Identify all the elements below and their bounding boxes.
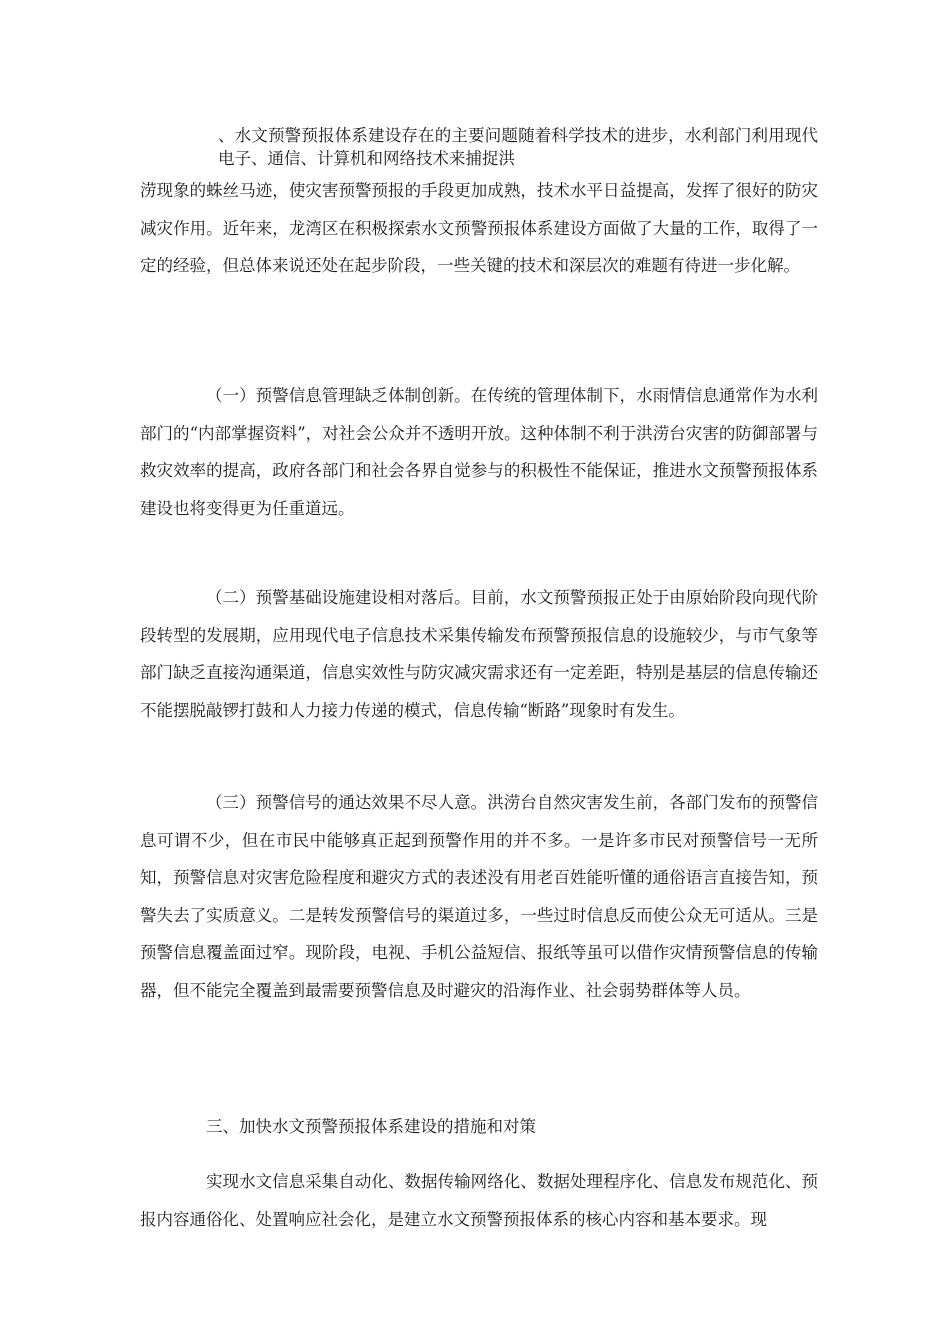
intro-line: 、水文预警预报体系建设存在的主要问题随着科学技术的进步，水利部门利用现代电子、通信、计算机和网络技术来捕捉洪	[218, 126, 818, 168]
paragraph-1: （一）预警信息管理缺乏体制创新。在传统的管理体制下，水雨情信息通常作为水利部门的“内部掌握资料”，对社会公众并不透明开放。这种体制不利于洪涝台灾害的防御部署与救灾效率的提高，政府各部门和社会各界自觉参与的积极性不能保证，推进水文预警预报体系建设也将变得更为任重道远。	[140, 386, 818, 518]
paragraph-2: （二）预警基础设施建设相对落后。目前，水文预警预报正处于由原始阶段向现代阶段转型的发展期，应用现代电子信息技术采集传输发布预警预报信息的设施较少，与市气象等部门缺乏直接沟通渠道，信息实效性与防灾减灾需求还有一定差距，特别是基层的信息传输还不能摆脱敲锣打鼓和人力接力传递的模式，信息传输“断路”现象时有发生。	[140, 588, 818, 720]
paragraph-intro-continuation: 涝现象的蛛丝马迹，使灾害预警预报的手段更加成熟，技术水平日益提高，发挥了很好的防灾减灾作用。近年来，龙湾区在积极探索水文预警预报体系建设方面做了大量的工作，取得了一定的经验，但总体来说还处在起步阶段，一些关键的技术和深层次的难题有待进一步化解。	[140, 181, 818, 275]
section-heading: 三、加快水文预警预报体系建设的措施和对策	[206, 1117, 536, 1136]
paragraph-3: （三）预警信号的通达效果不尽人意。洪涝台自然灾害发生前，各部门发布的预警信息可谓不少，但在市民中能够真正起到预警作用的并不多。一是许多市民对预警信号一无所知，预警信息对灾害危险程度和避灾方式的表述没有用老百姓能听懂的通俗语言直接告知，预警失去了实质意义。二是转发预警信号的渠道过多，一些过时信息反而使公众无可适从。三是预警信息覆盖面过窄。现阶段，电视、手机公益短信、报纸等虽可以借作灾情预警信息的传输器，但不能完全覆盖到最需要预警信息及时避灾的沿海作业、社会弱势群体等人员。	[140, 793, 818, 1000]
paragraph-4: 实现水文信息采集自动化、数据传输网络化、数据处理程序化、信息发布规范化、预报内容通俗化、处置响应社会化，是建立水文预警预报体系的核心内容和基本要求。现	[140, 1172, 818, 1229]
